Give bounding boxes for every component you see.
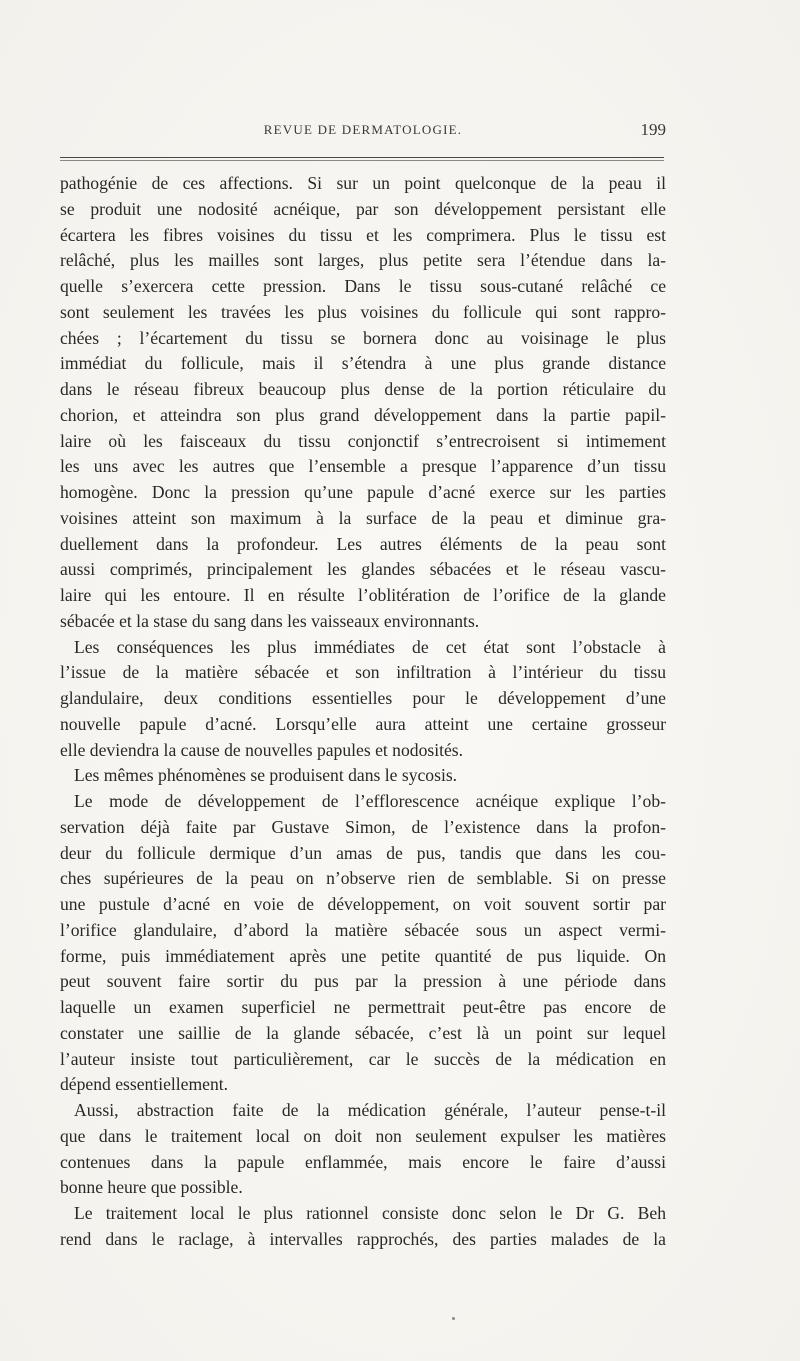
text-line: dans le réseau fibreux beaucoup plus dense de la portion réticulaire du <box>60 379 666 399</box>
text-line: l’issue de la matière sébacée et son infiltration à l’intérieur du tissu <box>60 662 666 683</box>
text-line: ches supérieures de la peau on n’observe rien de semblable. Si on presse <box>60 868 666 889</box>
text-line: rend dans le raclage, à intervalles rapprochés, des parties malades de la <box>60 1228 666 1249</box>
text-line: peut souvent faire sortir du pus par la pression à une période dans <box>60 971 666 992</box>
text-line: une pustule d’acné en voie de développement, on voit souvent sortir par <box>60 894 666 914</box>
journal-title: REVUE DE DERMATOLOGIE. <box>263 122 463 137</box>
text-line: l’auteur insiste tout particulièrement, car le succès de la médication en <box>60 1048 666 1069</box>
text-line: forme, puis immédiatement après une petite quantité de pus liquide. On <box>60 945 666 966</box>
text-line: laire où les faisceaux du tissu conjonctif s’entrecroisent si intimement <box>60 430 666 451</box>
running-head <box>60 122 666 142</box>
text-line: quelle s’exercera cette pression. Dans le tissu sous-cutané relâché ce <box>60 276 666 296</box>
text-line: duellement dans la profondeur. Les autres éléments de la peau sont <box>60 533 666 554</box>
header-rule-thin <box>60 160 664 161</box>
text-line: relâché, plus les mailles sont larges, plus petite sera l’étendue dans la- <box>60 250 666 271</box>
text-line: sont seulement les travées les plus voisines du follicule qui sont rappro- <box>60 301 666 322</box>
text-line: contenues dans la papule enflammée, mais encore le faire d’aussi <box>60 1151 666 1172</box>
text-line: sébacée et la stase du sang dans les vaisseaux environnants. <box>60 610 480 631</box>
text-line: chorion, et atteindra son plus grand développement dans la partie papil- <box>60 404 666 425</box>
text-line: nouvelle papule d’acné. Lorsqu’elle aura atteint une certaine grosseur <box>60 713 666 734</box>
text-line: glandulaire, deux conditions essentielles pour le développement d’une <box>60 688 666 708</box>
paper-speck <box>452 1317 455 1320</box>
body-text <box>60 171 666 1253</box>
text-line: dépend essentiellement. <box>60 1074 229 1095</box>
text-line: deur du follicule dermique d’un amas de pus, tandis que dans les cou- <box>60 842 666 863</box>
text-line: aussi comprimés, principalement les glandes sébacées et le réseau vascu- <box>60 559 666 580</box>
text-line: laire qui les entoure. Il en résulte l’oblitération de l’orifice de la glande <box>60 585 666 605</box>
text-line: servation déjà faite par Gustave Simon, de l’existence dans la profon- <box>60 816 666 837</box>
header-rule <box>60 157 664 158</box>
text-line: Aussi, abstraction faite de la médication générale, l’auteur pense-t-il <box>74 1100 666 1120</box>
text-line: elle deviendra la cause de nouvelles papules et nodosités. <box>60 739 464 760</box>
text-line: bonne heure que possible. <box>60 1177 243 1198</box>
text-line: Les mêmes phénomènes se produisent dans le sycosis. <box>74 765 458 786</box>
text-line: les uns avec les autres que l’ensemble a presque l’apparence d’un tissu <box>60 456 666 477</box>
text-line: voisines atteint son maximum à la surface de la peau et diminue gra- <box>60 507 666 528</box>
text-line: laquelle un examen superficiel ne permettrait peut-être pas encore de <box>60 997 666 1017</box>
text-line: pathogénie de ces affections. Si sur un point quelconque de la peau il <box>60 173 666 193</box>
text-line: chées ; l’écartement du tissu se bornera donc au voisinage le plus <box>60 327 666 348</box>
text-line: Les conséquences les plus immédiates de cet état sont l’obstacle à <box>74 636 666 657</box>
page-number: 199 <box>640 120 666 139</box>
text-line: Le mode de développement de l’efflorescence acnéique explique l’ob- <box>74 791 666 811</box>
text-line: que dans le traitement local on doit non seulement expulser les matières <box>60 1125 666 1146</box>
text-line: homogène. Donc la pression qu’une papule d’acné exerce sur les parties <box>60 482 666 502</box>
text-line: Le traitement local le plus rationnel consiste donc selon le Dr G. Beh <box>74 1203 666 1223</box>
text-line: immédiat du follicule, mais il s’étendra à une plus grande distance <box>60 353 666 374</box>
text-line: se produit une nodosité acnéique, par son développement persistant elle <box>60 198 666 219</box>
text-line: constater une saillie de la glande sébacée, c’est là un point sur lequel <box>60 1022 666 1043</box>
text-line: l’orifice glandulaire, d’abord la matière sébacée sous un aspect vermi- <box>60 919 666 940</box>
text-line: écartera les fibres voisines du tissu et les comprimera. Plus le tissu est <box>60 224 666 245</box>
